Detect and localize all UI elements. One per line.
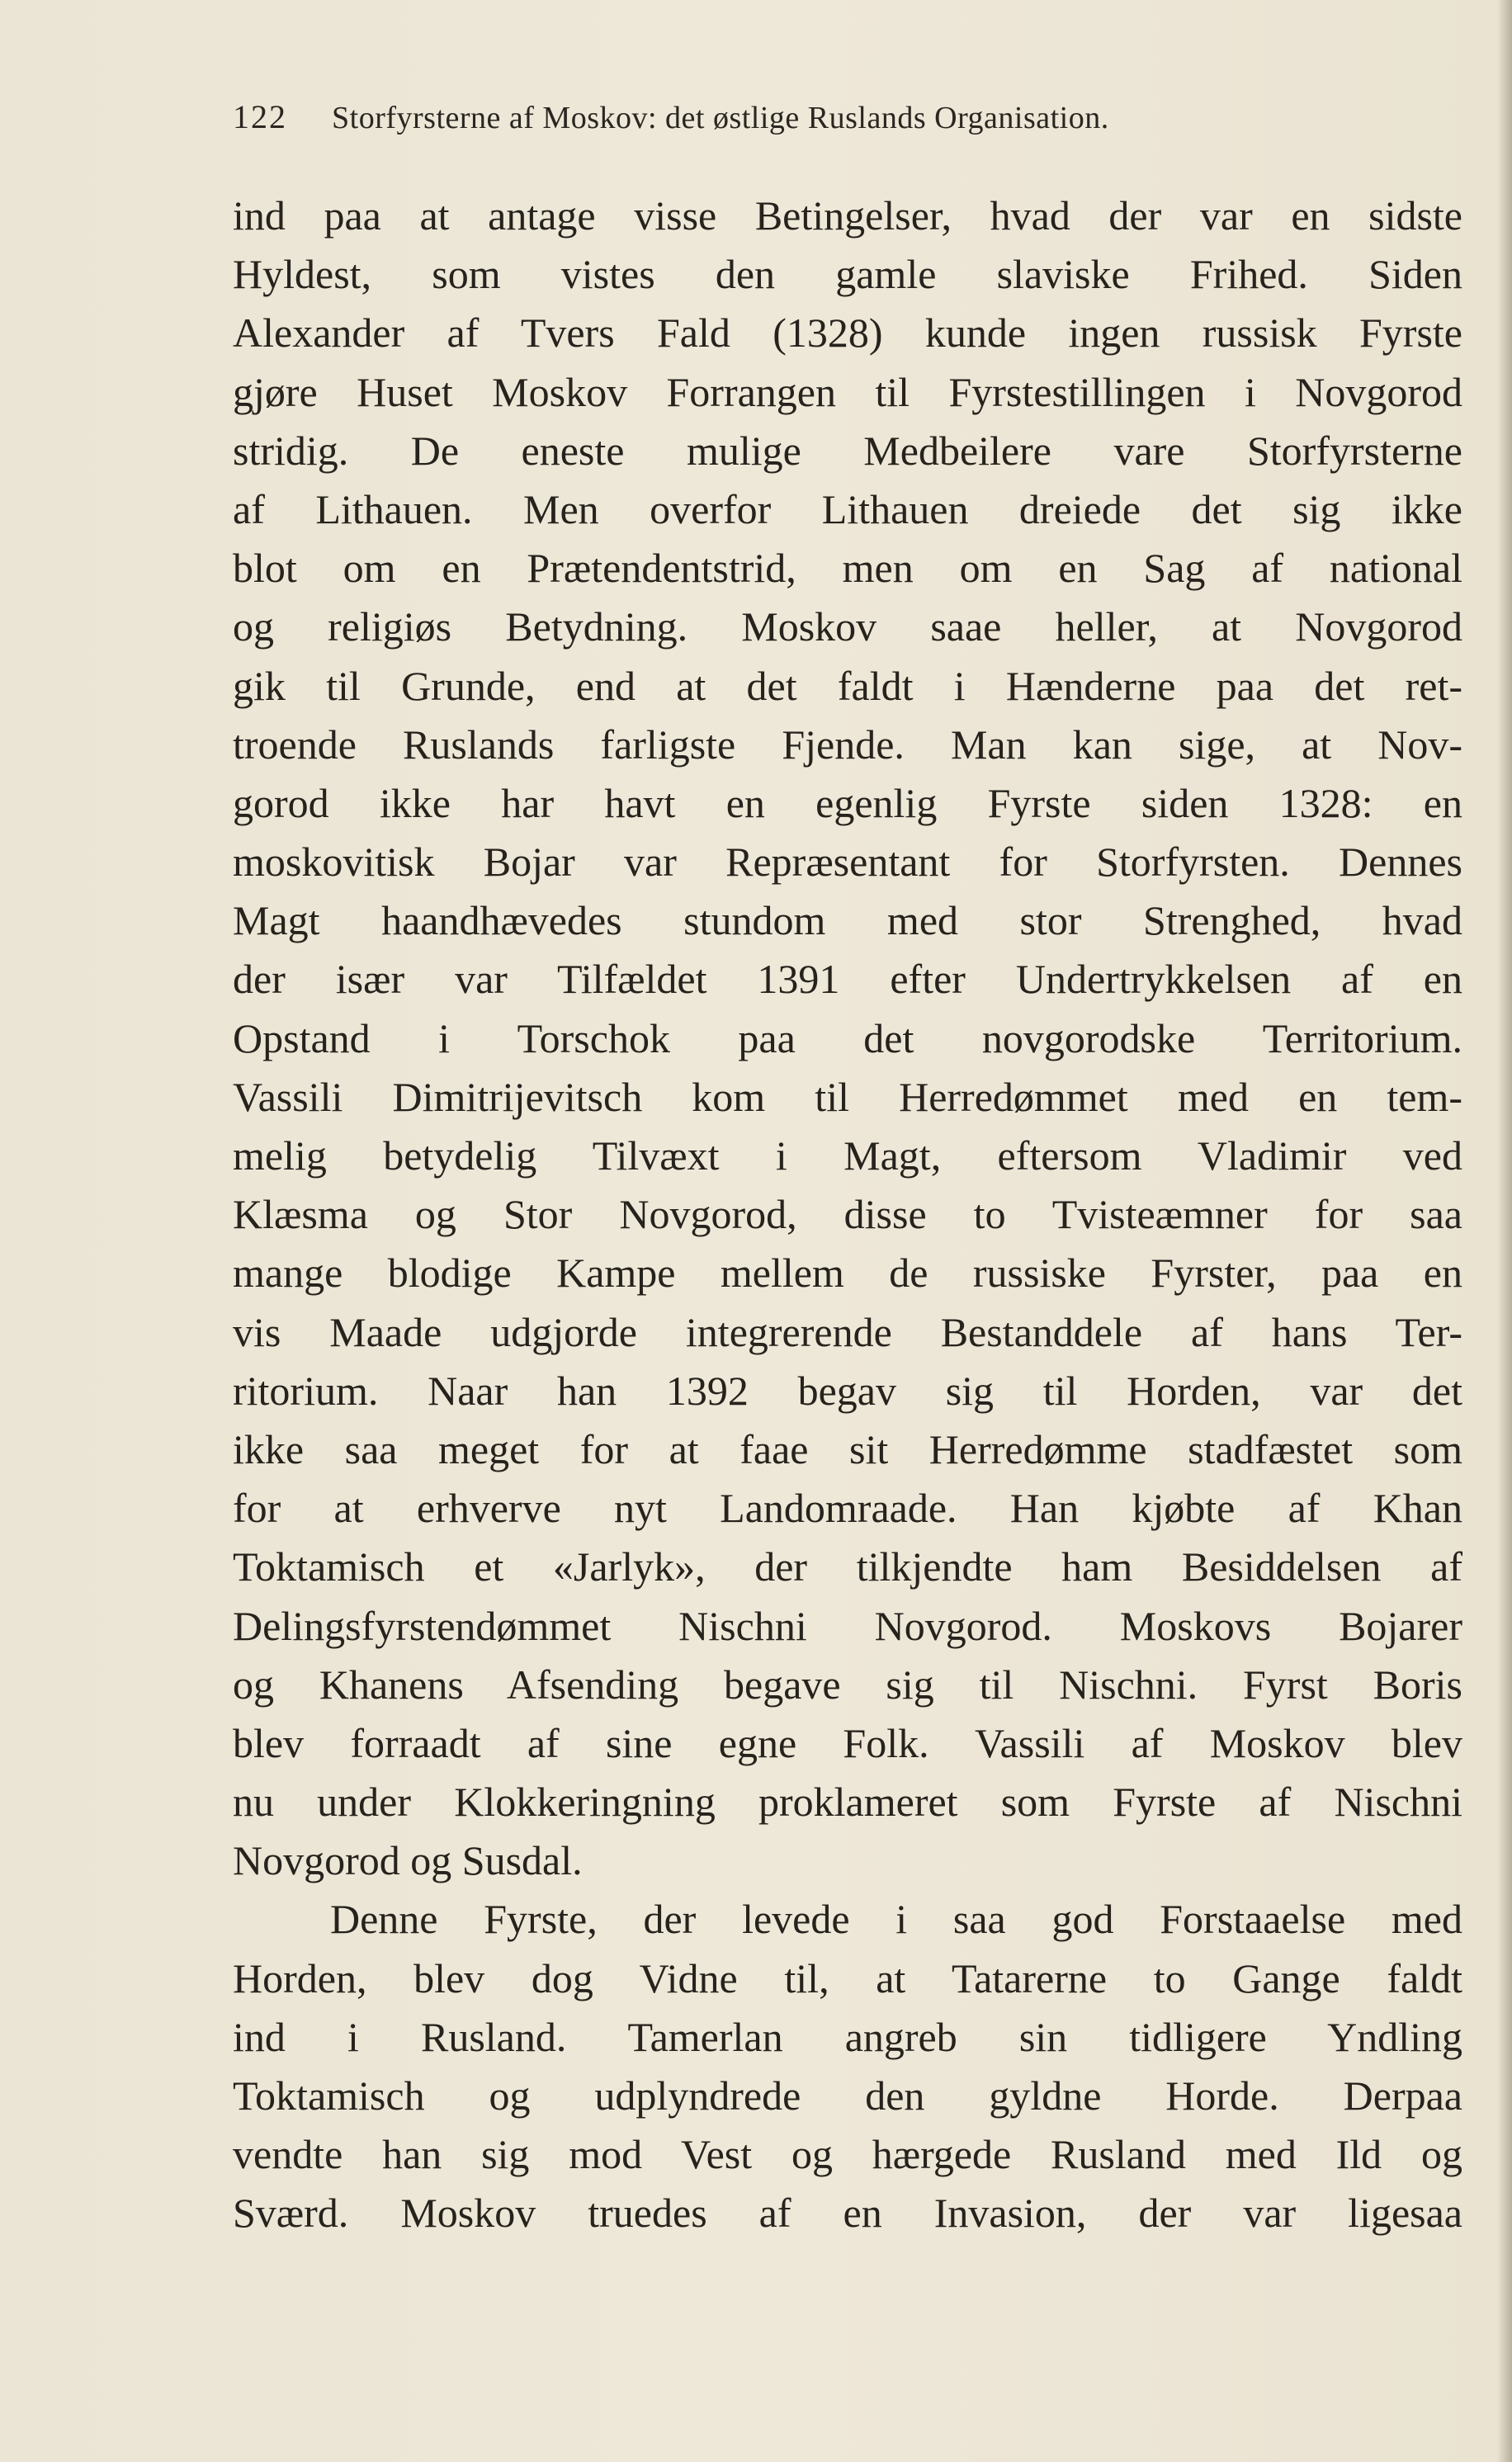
text-line: af Lithauen. Men overfor Lithauen dreiede det sig ikke (233, 485, 1462, 532)
text-line: Magt haandhævedes stundom med stor Strenghed, hvad (233, 897, 1462, 944)
text-line: og Khanens Afsending begave sig til Nischni. Fyrst Boris (233, 1661, 1462, 1708)
running-head (233, 92, 1462, 142)
text-line: gjøre Huset Moskov Forrangen til Fyrstestillingen i Novgorod (233, 368, 1462, 415)
text-line: blev forraadt af sine egne Folk. Vassili af Moskov blev (233, 1719, 1462, 1766)
text-line: Horden, blev dog Vidne til, at Tatarerne to Gange faldt (233, 1954, 1462, 2001)
text-line: Opstand i Torschok paa det novgorodske Territorium. (233, 1014, 1462, 1061)
page-edge-shadow (1497, 0, 1512, 2462)
text-line: ind i Rusland. Tamerlan angreb sin tidligere Yndling (233, 2013, 1462, 2060)
body-text (233, 187, 1462, 2243)
text-line: Toktamisch et «Jarlyk», der tilkjendte ham Besiddelsen af (233, 1543, 1462, 1590)
text-line: melig betydelig Tilvæxt i Magt, eftersom Vladimir ved (233, 1132, 1462, 1179)
text-line: Sværd. Moskov truedes af en Invasion, der var ligesaa (233, 2190, 1462, 2237)
text-line: blot om en Prætendentstrid, men om en Sag af national (233, 545, 1462, 592)
page-number: 122 (233, 98, 287, 135)
text-line: og religiøs Betydning. Moskov saae heller, at Novgorod (233, 603, 1462, 650)
text-line: for at erhverve nyt Landomraade. Han kjøbte af Khan (233, 1485, 1462, 1532)
text-line: stridig. De eneste mulige Medbeilere vare Storfyrsterne (233, 427, 1462, 474)
text-line: nu under Klokkeringning proklameret som Fyrste af Nischni (233, 1779, 1462, 1826)
paragraph-end-line: Novgorod og Susdal. (233, 1837, 583, 1884)
text-line: moskovitisk Bojar var Repræsentant for Storfyrsten. Dennes (233, 839, 1462, 886)
text-line: gorod ikke har havt en egenlig Fyrste siden 1328: en (233, 779, 1462, 826)
running-head-title: Storfyrsterne af Moskov: det østlige Ruslands Organisation. (332, 101, 1109, 135)
text-line: Delingsfyrstendømmet Nischni Novgorod. Moskovs Bojarer (233, 1602, 1462, 1649)
text-line: mange blodige Kampe mellem de russiske Fyrster, paa en (233, 1250, 1462, 1297)
text-line: gik til Grunde, end at det faldt i Hænderne paa det ret- (233, 662, 1462, 709)
text-line: ikke saa meget for at faae sit Herredømme stadfæstet som (233, 1425, 1462, 1472)
text-line: vendte han sig mod Vest og hærgede Rusland med Ild og (233, 2131, 1462, 2178)
text-line: der især var Tilfældet 1391 efter Undertrykkelsen af en (233, 956, 1462, 1003)
text-line: Klæsma og Stor Novgorod, disse to Tvisteæmner for saa (233, 1191, 1462, 1238)
text-line: vis Maade udgjorde integrerende Bestanddele af hans Ter- (233, 1308, 1462, 1355)
text-line: Hyldest, som vistes den gamle slaviske Frihed. Siden (233, 251, 1462, 298)
text-line: Vassili Dimitrijevitsch kom til Herredømmet med en tem- (233, 1073, 1462, 1120)
text-line: Alexander af Tvers Fald (1328) kunde ingen russisk Fyrste (233, 310, 1462, 357)
text-line: ritorium. Naar han 1392 begav sig til Horden, var det (233, 1367, 1462, 1414)
text-line: troende Ruslands farligste Fjende. Man kan sige, at Nov- (233, 721, 1462, 768)
text-line: Toktamisch og udplyndrede den gyldne Horde. Derpaa (233, 2072, 1462, 2119)
paragraph-start-line: Denne Fyrste, der levede i saa god Forstaaelse med (330, 1896, 1462, 1943)
text-line: ind paa at antage visse Betingelser, hvad der var en sidste (233, 192, 1462, 239)
